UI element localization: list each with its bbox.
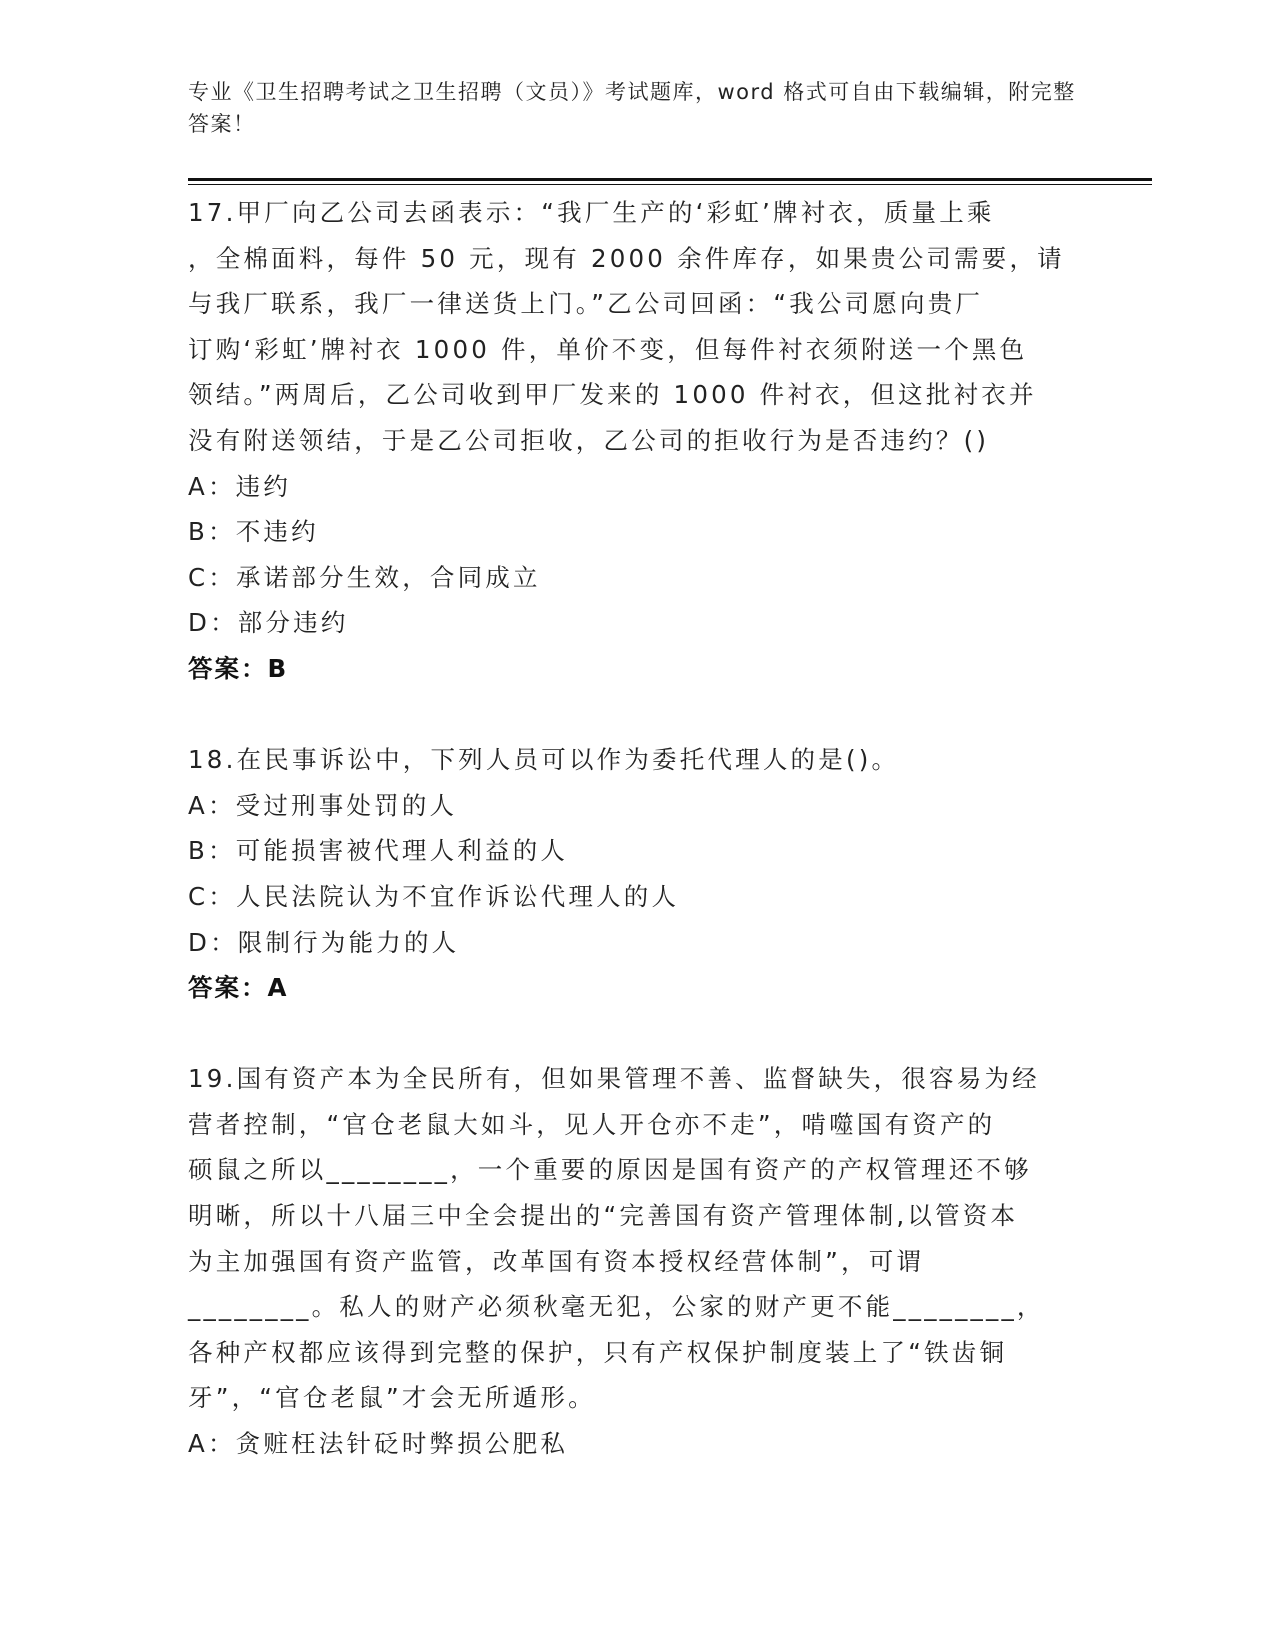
question-stem-line: 营者控制，“官仓老鼠大如斗，见人开仓亦不走”，啃噬国有资产的 — [188, 1109, 996, 1139]
option-a: A：违约 — [188, 471, 292, 501]
document-header — [188, 76, 1078, 140]
question-stem-line: 与我厂联系，我厂一律送货上门。”乙公司回函：“我公司愿向贵厂 — [188, 289, 984, 319]
option-a: A：贪赃枉法针砭时弊损公肥私 — [188, 1429, 569, 1459]
option-d: D：限制行为能力的人 — [188, 927, 460, 957]
question-19 — [188, 1056, 1088, 1466]
answer-label: 答案：B — [188, 653, 289, 683]
question-stem-line: ________。私人的财产必须秋毫无犯，公家的财产更不能________， — [188, 1292, 1045, 1322]
question-stem-line: 硕鼠之所以________，一个重要的原因是国有资产的产权管理还不够 — [188, 1155, 1032, 1185]
question-stem-line: 各种产权都应该得到完整的保护，只有产权保护制度装上了“铁齿铜 — [188, 1337, 1008, 1367]
question-stem-line: 牙”，“官仓老鼠”才会无所遁形。 — [188, 1383, 596, 1413]
option-b: B：不违约 — [188, 517, 319, 547]
option-c: C：承诺部分生效，合同成立 — [188, 562, 541, 592]
question-stem-line: 19.国有资产本为全民所有，但如果管理不善、监督缺失，很容易为经 — [188, 1064, 1040, 1094]
question-18 — [188, 737, 1088, 1011]
option-b: B：可能损害被代理人利益的人 — [188, 836, 569, 866]
header-divider-thin — [188, 184, 1152, 185]
question-spacer — [188, 692, 1088, 738]
question-17 — [188, 190, 1088, 692]
question-stem-line: 18.在民事诉讼中，下列人员可以作为委托代理人的是()。 — [188, 745, 900, 775]
answer-label: 答案：A — [188, 973, 289, 1003]
question-stem-line: 没有附送领结，于是乙公司拒收，乙公司的拒收行为是否违约？() — [188, 425, 990, 455]
option-a: A：受过刑事处罚的人 — [188, 790, 458, 820]
question-stem-line: 订购‘彩虹’牌衬衣 1000 件，单价不变，但每件衬衣须附送一个黑色 — [188, 334, 1028, 364]
header-divider-thick — [188, 178, 1152, 181]
header-text: 专业《卫生招聘考试之卫生招聘（文员）》考试题库，word 格式可自由下载编辑，附完整答案！ — [188, 80, 1076, 136]
question-stem-line: 为主加强国有资产监管，改革国有资本授权经营体制”，可谓 — [188, 1246, 925, 1276]
question-spacer — [188, 1011, 1088, 1057]
question-stem-line: 17.甲厂向乙公司去函表示：“我厂生产的‘彩虹’牌衬衣，质量上乘 — [188, 198, 995, 227]
option-c: C：人民法院认为不宜作诉讼代理人的人 — [188, 881, 680, 911]
question-list — [188, 190, 1088, 1467]
option-d: D：部分违约 — [188, 608, 349, 638]
question-stem-line: 明晰，所以十八届三中全会提出的“完善国有资产管理体制,以管资本 — [188, 1201, 1019, 1231]
question-stem-line: ，全棉面料，每件 50 元，现有 2000 余件库存，如果贵公司需要，请 — [188, 243, 1065, 273]
question-stem-line: 领结。”两周后，乙公司收到甲厂发来的 1000 件衬衣，但这批衬衣并 — [188, 380, 1037, 410]
